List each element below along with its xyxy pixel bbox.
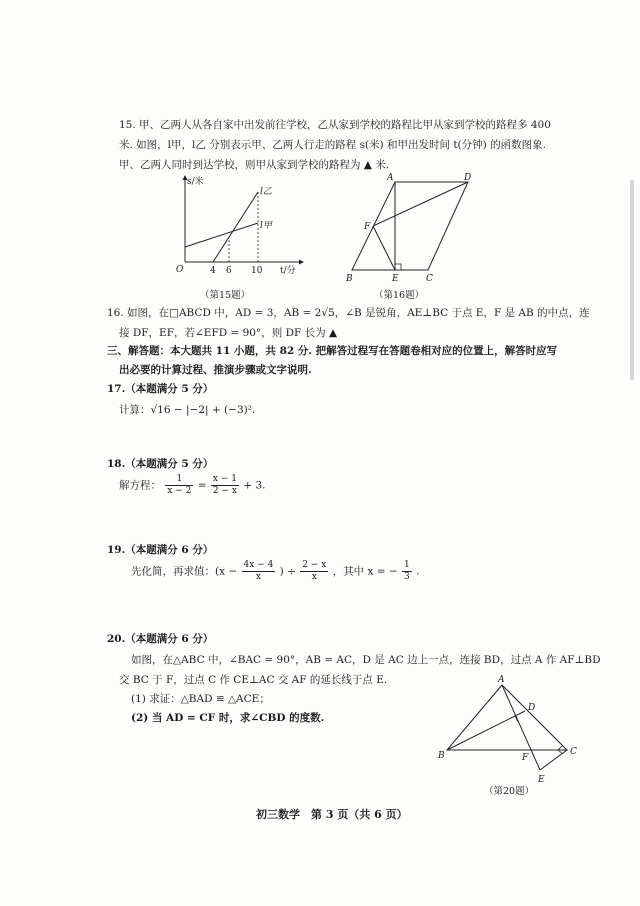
fig16-label-A: A <box>387 173 394 183</box>
fig20-label-C: C <box>570 747 577 757</box>
section3-line2: 出必要的计算过程、推演步骤或文字说明. <box>119 364 312 376</box>
fig16-label-C: C <box>426 274 433 284</box>
graph-x-axis-label: t/分 <box>280 266 296 276</box>
graph-tick-10: 10 <box>251 266 263 276</box>
q20-line1: 如图，在△ABC 中，∠BAC = 90°，AB = AC，D 是 AC 边上一点，连接 BD，过点 A 作 AF⊥BD <box>131 654 601 666</box>
q18-fraction-2: $\frac{x - 1}{2 - x}$ <box>212 474 237 496</box>
q18-equals: = <box>197 479 207 492</box>
q16-line2: 接 DF，EF，若∠EFD = 90°，则 DF 长为 ▲ <box>119 327 338 339</box>
q20-figure <box>432 672 582 784</box>
section3-line1: 三、解答题：本大题共 11 小题，共 82 分. 把解答过程写在答题卷相对应的位置上，解答时应写 <box>107 345 558 357</box>
q19-suffix: . <box>416 565 420 578</box>
q20-caption: （第20题） <box>484 786 535 797</box>
fig16-label-F: F <box>364 222 371 232</box>
q15-graph <box>165 170 305 285</box>
fig20-label-D: D <box>528 703 536 713</box>
q18-equation <box>119 474 266 497</box>
q19-expression <box>131 560 419 583</box>
q15-caption: （第15题） <box>200 290 251 301</box>
q19-mid: ) ÷ <box>279 565 296 578</box>
q15-line3: 甲、乙两人同时到达学校，则甲从家到学校的路程为 ▲ 米. <box>119 159 390 171</box>
scrollbar[interactable] <box>630 180 634 380</box>
q16-figure <box>340 170 475 285</box>
q15-line2: 米. 如图，l甲，l乙 分别表示甲、乙两人行走的路程 s(米) 和甲出发时间 t(分钟) 的函数图象. <box>119 139 546 151</box>
q18-fraction-1: $\frac{1}{x - 2}$ <box>167 474 192 496</box>
fig20-label-E: E <box>538 775 545 785</box>
q19-prefix: 先化简，再求值：(x − <box>131 565 238 578</box>
q18-prefix: 解方程： <box>119 479 161 492</box>
q17-expression: 计算：√16 − |−2| + (−3)². <box>119 404 256 416</box>
q19-fraction-2: $\frac{2 - x}{x}$ <box>302 560 327 582</box>
fig16-label-D: D <box>464 173 472 183</box>
q16-line1: 16. 如图，在□ABCD 中，AD = 3，AB = 2√5，∠B 是锐角，AE⊥BC 于点 E，F 是 AB 的中点，连 <box>107 307 590 319</box>
q18-title: 18.（本题满分 5 分） <box>107 458 214 470</box>
q20-sub2: (2) 当 AD = CF 时，求∠CBD 的度数. <box>131 712 325 724</box>
q18-suffix: + 3. <box>243 479 266 492</box>
q20-line2: 交 BC 于 F，过点 C 作 CE⊥AC 交 AF 的延长线于点 E. <box>119 674 388 686</box>
page-footer: 初三数学 第 3 页（共 6 页） <box>256 808 408 821</box>
fig20-label-F: F <box>522 753 529 763</box>
q20-title: 20.（本题满分 6 分） <box>107 633 214 645</box>
graph-origin: O <box>176 265 184 275</box>
q16-caption: （第16题） <box>374 290 425 301</box>
q20-sub1: (1) 求证：△BAD ≌ △ACE； <box>131 693 270 705</box>
fig20-label-B: B <box>438 751 445 761</box>
q19-fraction-3: $\frac{1}{3}$ <box>404 560 410 582</box>
graph-tick-4: 4 <box>210 266 216 276</box>
graph-line-yi-label: l乙 <box>260 187 272 197</box>
q19-mid2: ，其中 x = − <box>332 565 398 578</box>
q19-fraction-1: $\frac{4x - 4}{x}$ <box>243 560 274 582</box>
q17-title: 17.（本题满分 5 分） <box>107 383 214 395</box>
graph-y-axis-label: s/米 <box>187 177 204 187</box>
fig16-label-E: E <box>392 274 399 284</box>
fig16-label-B: B <box>346 274 353 284</box>
q19-title: 19.（本题满分 6 分） <box>107 544 214 556</box>
fig20-label-A: A <box>498 675 505 685</box>
graph-line-jia-label: l甲 <box>260 221 272 231</box>
q15-line1: 15. 甲、乙两人从各自家中出发前往学校，乙从家到学校的路程比甲从家到学校的路程多 400 <box>119 119 551 131</box>
graph-tick-6: 6 <box>226 266 232 276</box>
